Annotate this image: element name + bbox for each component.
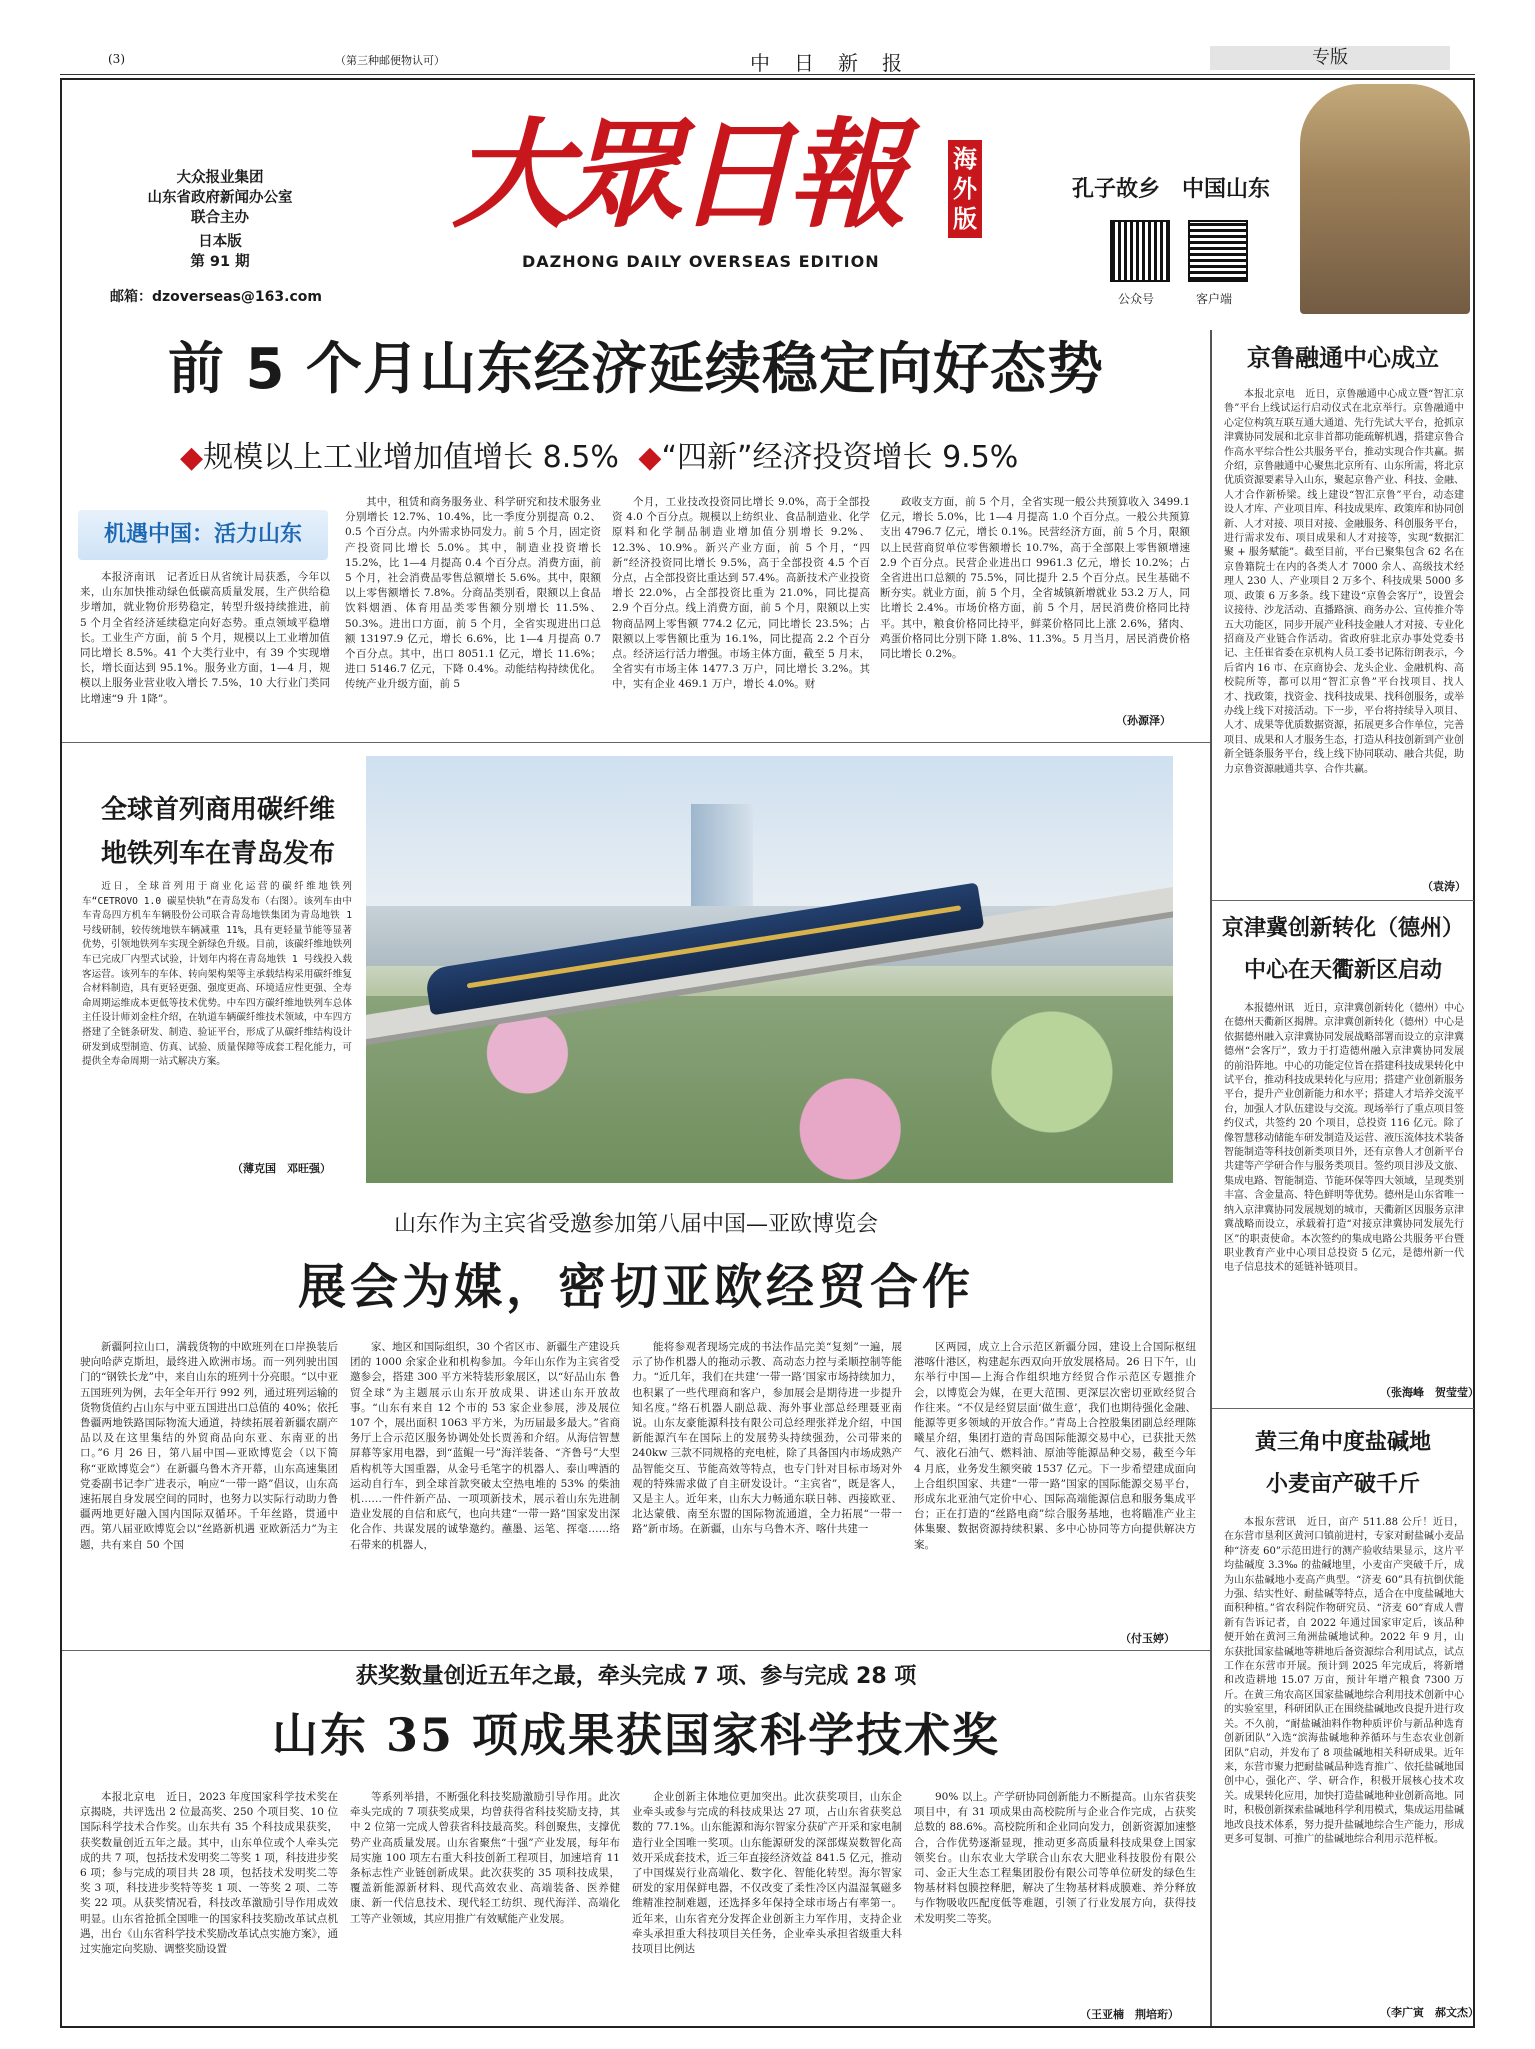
byline: （王亚楠 荆培珩） xyxy=(1080,2008,1179,2021)
section-divider xyxy=(62,742,1210,743)
slogan: 孔子故乡 中国山东 xyxy=(1072,177,1271,202)
article-body: 企业创新主体地位更加突出。此次获奖项目，山东企业牵头或参与完成的科技成果达 27 项，占山东省获奖总数的 77.1%。山东能源和海尔智家分获矿产开采和家电制造行业全国唯一奖项。山东能源研发的深部煤炭数智化高效开采成套技术，近三年直接经济效益 841.5 亿元，推动了中国煤炭行业高端化、数字化、智能化转型。海尔智家研发的家用保鲜电器，不仅改变了柔性冷区内温湿氧磁多维精准控制难题，还选择多年保持全球市场占有率第一。近年来，山东省充分发挥企业创新主力军作用，支持企业牵头承担重大科技项目关任务，企业牵头承担省级重大科技项目比例达 xyxy=(632,1791,902,1956)
train-photo xyxy=(366,756,1173,1183)
qr-code-app[interactable] xyxy=(1190,222,1246,280)
postal-permit: （第三种邮便物认可） xyxy=(335,54,445,67)
sidebar-headline: 京鲁融通中心成立 xyxy=(1247,344,1439,372)
byline: （薄克国 邓旺强） xyxy=(232,1162,331,1175)
sidebar-headline xyxy=(1212,1422,1474,1506)
email-line: 邮箱：dzoverseas@163.com xyxy=(110,289,322,305)
byline: （张海峰 贺莹莹） xyxy=(1380,1386,1479,1399)
article-body: 90% 以上。产学研协同创新能力不断提高。山东省获奖项目中，有 31 项成果由高校院所与企业合作完成，占获奖总数的 88.6%。高校院所和企业同向发力，创新资源加速整合，合作优势逐渐显现，推动更多高质量科技成果登上国家领奖台。山东农业大学联合山东农大肥业科技股份有限公司、金正大生态工程集团股份有限公司等单位研发的绿色生物基材料包膜控释肥，解决了生物基材料成膜难、养分释放与作物吸收匹配度低等难题，引领了行业发展方向，获得技术发明奖二等奖。 xyxy=(914,1791,1196,1925)
page-number: (3) xyxy=(108,52,125,66)
subhead-text: “四新”经济投资增长 9.5% xyxy=(661,440,1019,475)
masthead-left xyxy=(100,168,340,272)
section-divider xyxy=(1212,900,1474,901)
carbon-headline xyxy=(68,788,368,876)
overseas-tag: 海外版 xyxy=(948,140,982,238)
headline-line: 中心在天衢新区启动 xyxy=(1243,958,1442,983)
article-body: 新疆阿拉山口，满载货物的中欧班列在口岸换装后驶向哈萨克斯坦，最终进入欧洲市场。而一列列驶出国门的“钢铁长龙”中，来自山东的班列十分亮眼。“以中亚五国班列为例，去年全年开行 992 列，通过班列运输的货物货值约占山东与中亚五国进出口总值的 40%；依托鲁疆两地铁路国际物流大通道，持续拓展着新疆农副产品以及在这里集结的外贸商品向东亚、东南亚的出口。”6 月 26 日，第八届中国—亚欧博览会（以下简称“亚欧博览会”）在新疆乌鲁木齐开幕，山东高速集团党委副书记李广进表示，响应“一带一路”倡议，山东高速拓展自身发展空间的同时，也努力以实际行动助力鲁疆两地更好融入国内国际双循环。千年丝路，贯通中西。第八届亚欧博览会以“丝路新机遇 亚欧新活力”为主题，共有来自 50 个国 xyxy=(80,1341,338,1551)
headline-line: 小麦亩产破千斤 xyxy=(1265,1472,1420,1497)
section-divider xyxy=(1212,1408,1474,1409)
headline-line: 地铁列车在青岛发布 xyxy=(100,839,335,869)
logo-text: 大眾日報 xyxy=(452,105,901,244)
headline-line: 京津冀创新转化（德州） xyxy=(1221,916,1464,941)
article-body: 家、地区和国际组织，30 个省区市、新疆生产建设兵团的 1000 余家企业和机构参加。今年山东作为主宾省受邀参会，搭建 300 平方米特装形象展区，以“好品山东 鲁贸全球”为主题展示山东开放成果、讲述山东开放故事。“山东有来自 12 个市的 53 家企业参展，涉及展位 107 个，展出面积 1063 平方米，为历届最多最大。”省商务厅上合示范区服务协调处处长贾善和介绍。从海信智慧屏幕等家用电器，到“蓝鲲一号”海洋装备、“齐鲁号”大型盾构机等大国重器，从金号毛笔字的机器人、泰山啤酒的运动自行车，到全球首款突破太空热电堆的 53% 的柴油机……一件件新产品、一项项新技术，展示着山东先进制造业发展的自信和底气，也向共建“一带一路”国家发出深化合作、共谋发展的诚挚邀约。蘸墨、运笔、挥毫……络石带来的机器人， xyxy=(350,1341,620,1551)
diamond-icon: ◆ xyxy=(638,440,662,475)
subhead-text: 规模以上工业增加值增长 8.5% xyxy=(203,440,619,475)
column-badge: 机遇中国：活力山东 xyxy=(78,510,328,560)
article-body: 本报东营讯 近日，亩产 511.88 公斤！近日，在东营市垦利区黄河口镇前进村，专家对耐盐碱小麦品种“济麦 60”示范田进行的测产验收结果显示，这片平均盐碱度 3.3‰ 的盐碱地里，小麦亩产突破千斤，成为山东盐碱地小麦高产典型。“济麦 60”具有抗倒伏能力强、结实性好、耐盐碱等特点，适合在中度盐碱地大面积种植。”省农科院作物研究员、“济麦 60”育成人曹新有告诉记者，自 2022 年通过国家审定后，该品种便开始在黄河三角洲盐碱地试种。2022 年 9 月，山东获批国家盐碱地等耕地后备资源综合利用试点，试点工作在东营市开展。预计到 2025 年完成后，将新增和改造耕地 15.07 万亩，预计年增产粮食 7300 万斤。在黄三角农高区国家盐碱地综合利用技术创新中心的实验室里，科研团队正在围绕盐碱地改良提升进行攻关。不久前，“耐盐碱油料作物种质评价与新品种选育创新团队”入选“滨海盐碱地种养循环与生态农业创新团队”启动，并发布了 8 项盐碱地相关科研成果。近年来，东营市聚力把耐盐碱品种选育推广、依托盐碱地国创中心，强化产、学、研合作，积极开展核心技术攻关。成果转化应用，加快打造盐碱地种业创新高地。同时，积极创新探索盐碱地科学利用模式，集成运用盐碱地改良技术体系，努力提升盐碱地综合生产能力，形成更多可复制、可推广的盐碱地综合利用示范样板。 xyxy=(1224,1517,1464,1845)
paper-name: 中 日 新 报 xyxy=(750,51,904,75)
article-body: 能将参观者现场完成的书法作品完美“复刻”一遍，展示了协作机器人的拖动示教、高动态力控与柔顺控制等能力。“近几年，我们在共建‘一带一路’国家市场持续加力，也积累了一些代理商和客户，参加展会是期待进一步提升知名度。”络石机器人副总裁、海外事业部总经理聂亚南说。山东友豪能源科技有限公司总经理张祥龙介绍，中国新能源汽车在国际上的发展势头持续强劲，公司带来的 240kw 三款不同规格的充电桩，除了具备国内市场成熟产品智能交互、节能高效等特点，也专门针对目标市场对外观的特殊需求做了自主研发设计。“主宾省”，既是客人，又是主人。近年来，山东大力畅通东联日韩、西接欧亚、北达蒙俄、南至东盟的国际物流通道，全力拓展“一带一路”新市场。在新疆，山东与乌鲁木齐、喀什共建一 xyxy=(632,1341,902,1536)
byline: （李广寅 郝文杰） xyxy=(1380,2006,1479,2019)
article-body: 区两园，成立上合示范区新疆分园，建设上合国际枢纽港喀什港区，构建起东西双向开放发展格局。26 日下午，山东举行中国—上海合作组织地方经贸合作示范区专题推介会，以博览会为媒，在更大范围、更深层次密切亚欧经贸合作往来。“不仅是经贸层面‘做生意’，我们也期待强化金融、能源等更多领域的开放合作。”青岛上合控股集团副总经理陈曦星介绍，集团打造的青岛国际能源交易中心，已获批天然气、液化石油气、燃料油、原油等能源品种交易，截至今年 4 月底，业务发生额突破 1537 亿元。下一步希望建成面向上合组织国家、共建“一带一路”国家的国际能源交易平台，形成东北亚油气定价中心、国际高端能源信息和服务集成平台；正在打造的“丝路电商”综合服务基地，也将瞄准产业主体集聚、数据资源持续积累、多中心协同等方向提供解决方案。 xyxy=(914,1341,1196,1551)
qr-caption: 客户端 xyxy=(1196,292,1233,306)
section-divider xyxy=(62,1650,1210,1651)
section-label: 专版 xyxy=(1210,46,1450,70)
edition-english: DAZHONG DAILY OVERSEAS EDITION xyxy=(522,252,880,271)
top-strip xyxy=(60,46,1475,75)
headline-line: 全球首列商用碳纤维 xyxy=(100,795,335,825)
edition-label: 日本版 xyxy=(198,234,242,250)
org-name: 联合主办 xyxy=(191,210,249,226)
headline-line: 黄三角中度盐碱地 xyxy=(1254,1430,1431,1455)
qr-caption: 公众号 xyxy=(1118,292,1155,306)
article-body: 等系列举措，不断强化科技奖励激励引导作用。此次牵头完成的 7 项获奖成果，均曾获得省科技奖励支持，其中 2 位第一完成人曾获省科技最高奖。科创聚焦，支撑优势产业高质量发展。山东省聚焦“十强”产业发展，每年布局实施 100 项左右重大科技创新工程项目，加速培育 11 条标志性产业链创新成果。此次获奖的 35 项科技成果，覆盖新能源新材料、现代高效农业、高端装备、医养健康、新一代信息技术、现代轻工纺织、现代海洋、高端化工等产业领域，其应用推广有效赋能产业发展。 xyxy=(350,1791,620,1925)
lead-subheadline xyxy=(180,438,1080,478)
right-rail-divider xyxy=(1210,330,1212,2026)
article-body: 本报济南讯 记者近日从省统计局获悉，今年以来，山东加快推动绿色低碳高质量发展，生产供给稳步增加，就业物价形势稳定，转型升级持续推进，前 5 个月全省经济延续稳定向好态势。重点领域平稳增长。工业生产方面，前 5 个月，规模以上工业增加值同比增长 8.5%。41 个大类行业中，有 39 个实现增长，增长面达到 95.1%。服务业方面，1—4 月，规模以上服务业营业收入增长 7.5%，10 大行业门类同比增速“9 升 1降”。 xyxy=(80,571,330,705)
award-kicker: 获奖数量创近五年之最，牵头完成 7 项、参与完成 28 项 xyxy=(355,1664,917,1689)
article-body: 本报德州讯 近日，京津冀创新转化（德州）中心在德州天衢新区揭牌。京津冀创新转化（德州）中心是依据德州融入京津冀协同发展战略部署而设立的京津冀德州“会客厅”，致力于打造德州融入京津冀协同发展的前沿阵地。中心的功能定位旨在搭建科技成果转化中试平台，推动科技成果转化与应用；搭建产业创新服务平台，提升产业创新能力和水平；搭建人才培养交流平台，加强人才队伍建设与交流。现场举行了重点项目签约仪式，共签约 20 个项目，总投资 116 亿元。除了像智慧移动储能车研发制造及运营、液压流体技术装备智能制造等科技创新类项目外，还有京鲁人才创新平台共建等产学研合作与服务类项目。签约项目涉及文旅、集成电路、智能制造、节能环保等四大领域，呈现类别丰富、含金量高、特色鲜明等优势。德州是山东省唯一纳入京津冀协同发展规划的城市，天衢新区因服务京津冀战略而设立，承载着打造“对接京津冀协同发展先行区”的职责使命。本次签约的集成电路公共服务平台暨职业教育产业中心项目总投资 5 亿元，是德州新一代电子信息技术的延链补链项目。 xyxy=(1224,1003,1464,1274)
frame-top xyxy=(60,78,1475,80)
article-body: 本报北京电 近日，京鲁融通中心成立暨“智汇京鲁”平台上线试运行启动仪式在北京举行。京鲁融通中心定位构筑互联互通大通道、先行先试大平台，抢抓京津冀协同发展和北京非首都功能疏解机遇，搭建京鲁合作高水平综合性公共服务平台，推动实现合作共赢。据介绍，京鲁融通中心聚焦北京所有、山东所需，将北京优质资源要素导入山东，聚起京鲁产业、科技、金融、人才合作新桥梁。线上建设“智汇京鲁”平台，动态建设人才库、产业项目库、科技成果库、政策库和协同创新、人才对接、项目对接、金融服务、科创服务平台，进行需求发布、项目成果和人才对接等，实现“数据汇聚 + 服务赋能”。截至目前，平台已聚集包含 62 名在京鲁籍院士在内的各类人才 7000 余人、高级技术经理人 230 人、产业项目 2 万多个、科技成果 5000 多项、政策 6 万多条。线下建设“京鲁会客厅”，设置会议接待、沙龙活动、直播路演、商务办公、宣传推介等五大功能区，同步开展产业科技金融人才对接、专业化招商及产业链合作活动。省政府驻北京办事处党委书记、主任崔省委在京机构人员工委书记陈衍朗表示，今后省内 16 市、在京商协会、龙头企业、金融机构、高校院所等，都可以用“智汇京鲁”平台找项目、找人才、找政策，找资金、找科技成果、找科创服务，或举办线上线下对接活动。下一步，平台将持续导入项目、人才、成果等优质数据资源，拓展更多合作单位，完善项目、成果和人才服务生态，打造从科技创新到产业创新全链条服务平台，线上线下协同联动、融合共促，助力京鲁资源融通共享、合作共赢。 xyxy=(1224,389,1464,775)
lead-headline: 前 5 个月山东经济延续稳定向好态势 xyxy=(168,337,1104,402)
issue-number: 第 91 期 xyxy=(190,254,250,270)
byline: （袁涛） xyxy=(1422,880,1466,893)
frame-bottom xyxy=(60,2026,1475,2028)
article-body: 近日，全球首列用于商业化运营的碳纤维地铁列车“CETROVO 1.0 碳星快轨”在青岛发布（右图）。该列车由中车青岛四方机车车辆股份公司联合青岛地铁集团为青岛地铁 1 号线研制，较传统地铁车辆减重 11%，具有更轻量节能等显著优势，引领地铁列车实现全新绿色升级。目前，该碳纤维地铁列车已完成厂内型式试验，计划年内将在青岛地铁 1 号线投入载客运营。该列车的车体、转向架构架等主承载结构采用碳纤维复合材料制造，具有更轻更强、强度更高、环境适应性更强、全寿命周期运维成本更低等技术优势。中车四方碳纤维地铁列车总体主任设计师刘金柱介绍，在轨道车辆碳纤维技术领域，中车四方搭建了全链条研发、制造、验证平台，形成了从碳纤维结构设计研发到成型制造、仿真、试验、质量保障等成套工程化能力，可提供全寿命周期一站式解决方案。 xyxy=(82,881,352,1068)
confucius-illustration xyxy=(1300,84,1470,314)
blossom-trees xyxy=(366,996,1173,1183)
qr-code-wechat[interactable] xyxy=(1112,222,1168,280)
article-body: 个月，工业技改投资同比增长 9.0%，高于全部投资 4.0 个百分点。规模以上纺织业、食品制造业、化学原料和化学制品制造业增加值分别增长 9.2%、12.3%、10.9%。新兴产业方面，前 5 个月，“四新”经济投资同比增长 9.5%，高于全部投资 4.5 个百分点，占全部投资比重达到 57.4%。高新技术产业投资增长 22.0%，占全部投资比重为 21.0%，同比提高 2.9 个百分点。线上消费方面，前 5 个月，限额以上实物商品网上零售额 774.2 亿元，同比增长 23.5%；占限额以上零售额比重为 16.1%，同比提高 2.2 个百分点。经济运行活力增强。市场主体方面，截至 5 月末，全省实有市场主体 1477.3 万户，同比增长 3.2%。其中，实有企业 469.1 万户，增长 4.0%。财 xyxy=(612,496,870,691)
article-body: 其中，租赁和商务服务业、科学研究和技术服务业分别增长 12.7%、10.4%，比一季度分别提高 0.2、0.5 个百分点。内外需求协同发力。前 5 个月，固定资产投资同比增长 5.0%。其中，制造业投资增长 15.2%，比 1—4 月提高 0.4 个百分点。消费方面，前 5 个月，社会消费品零售总额增长 5.6%。其中，限额以上零售额增长 7.8%。分商品类别看，限额以上食品饮料烟酒、体育用品类零售额分别增长 11.5%、50.3%。进出口方面，前 5 个月，全省实现进出口总额 13197.9 亿元，增长 6.6%，比 1—4 月提高 0.7 个百分点。其中，出口 8051.1 亿元，增长 11.6%；进口 5146.7 亿元，下降 0.4%。动能结构持续优化。传统产业升级方面，前 5 xyxy=(345,496,601,691)
byline: （孙源泽） xyxy=(1116,714,1171,727)
sidebar-headline xyxy=(1212,908,1474,992)
article-body: 本报北京电 近日，2023 年度国家科学技术奖在京揭晓，共评选出 2 位最高奖、250 个项目奖、10 位国际科学技术合作奖。山东共有 35 个科技成果获奖，获奖数量创近五年之最。其中，山东单位或个人牵头完成的共 7 项，包括技术发明奖二等奖 1 项，科技进步奖 6 项；参与完成的项目共 28 项，包括技术发明奖二等奖 3 项，科技进步奖特等奖 1 项、一等奖 2 项、二等奖 22 项。从获奖情况看，科技改革激励引导作用成效明显。山东省抢抓全国唯一的国家科技奖励改革试点机遇，出台《山东省科学技术奖励改革试点实施方案》，通过实施定向奖励、调整奖励设置 xyxy=(80,1791,338,1956)
diamond-icon: ◆ xyxy=(180,440,204,475)
org-name: 大众报业集团 xyxy=(176,170,264,186)
org-name: 山东省政府新闻办公室 xyxy=(147,190,293,206)
byline: （付玉婷） xyxy=(1120,1632,1175,1645)
article-body: 政收支方面，前 5 个月，全省实现一般公共预算收入 3499.1 亿元，增长 5.0%，比 1—4 月提高 1.0 个百分点。一般公共预算支出 4796.7 亿元，增长 0.1%。民营经济方面，前 5 个月，限额以上民营商贸单位零售额增长 10.7%，高于全部限上零售额增速 2.9 个百分点。民营企业进出口 9961.3 亿元，增长 10.2%；占全省进出口总额的 75.5%，同比提升 2.5 个百分点。民生基础不断夯实。就业方面，前 5 个月，全省城镇新增就业 53.2 万人，同比增长 2.4%。市场价格方面，前 5 个月，居民消费价格同比持平。其中，粮食价格同比持平，鲜菜价格同比上涨 2.6%，猪肉、鸡蛋价格同比分别下降 1.8%、11.3%。5 月当月，居民消费价格同比增长 0.2%。 xyxy=(880,496,1190,661)
award-headline: 山东 35 项成果获国家科学技术奖 xyxy=(271,1708,1001,1762)
expo-kicker: 山东作为主宾省受邀参加第八届中国—亚欧博览会 xyxy=(393,1212,878,1237)
expo-headline: 展会为媒，密切亚欧经贸合作 xyxy=(297,1259,974,1315)
logo xyxy=(452,100,972,290)
